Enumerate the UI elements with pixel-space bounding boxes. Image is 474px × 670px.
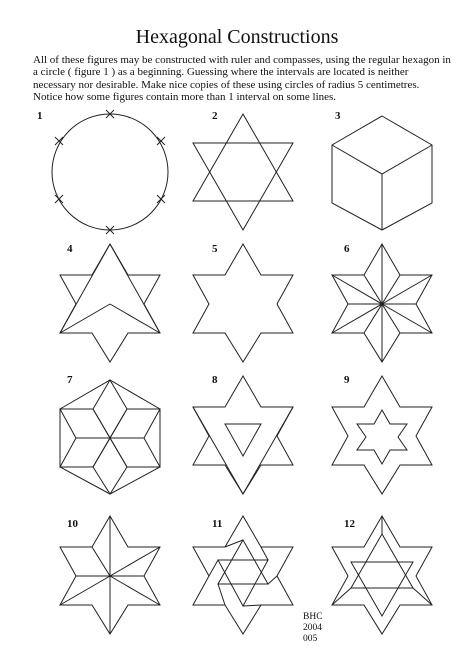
figure-number: 11 (212, 518, 223, 530)
figure-number: 5 (212, 243, 218, 255)
credit-sheet-number: 005 (303, 633, 318, 644)
figure-number: 1 (37, 110, 43, 122)
figure-8-triangle-frame (178, 372, 308, 502)
figure-1-circle-hexagon (45, 108, 175, 238)
figure-number: 10 (67, 518, 78, 530)
intro-line: All of these figures may be constructed with ruler and compasses, using the regular hexagon in (33, 54, 451, 66)
figure-5-star (178, 240, 308, 370)
intro-paragraph (33, 54, 453, 103)
figure-number: 6 (344, 243, 350, 255)
figure-number: 7 (67, 374, 73, 386)
figure-9-nested-stars (317, 372, 447, 502)
figure-6-star-radiating (317, 240, 447, 370)
credit-block (303, 612, 323, 644)
intro-line: Notice how some figures contain more than 1 interval on some lines. (33, 90, 337, 103)
figure-2-two-triangles (178, 108, 308, 238)
intro-line: a circle ( figure 1 ) as a beginning. Guessing where the intervals are located is neither (33, 66, 409, 79)
page-title: Hexagonal Constructions (135, 26, 339, 48)
figure-number: 8 (212, 374, 218, 386)
figure-number: 4 (67, 243, 73, 255)
figure-7-hexagon-rhombi (45, 372, 175, 502)
figure-4-arrow-star (45, 240, 175, 370)
figure-number: 3 (335, 110, 341, 122)
figure-12-woven-triangles (317, 512, 447, 642)
figure-11-interlaced-star (178, 512, 308, 642)
figure-number: 12 (344, 518, 355, 530)
credit-year: 2004 (303, 622, 322, 633)
credit-initials: BHC (303, 612, 323, 622)
figure-3-cube (317, 108, 447, 238)
intro-line: necessary nor desirable. Make nice copies of these using circles of radius 5 centimetres. (33, 78, 420, 91)
figure-number: 2 (212, 110, 218, 122)
figure-number: 9 (344, 374, 350, 386)
figure-10-pinwheel-star (45, 512, 175, 642)
